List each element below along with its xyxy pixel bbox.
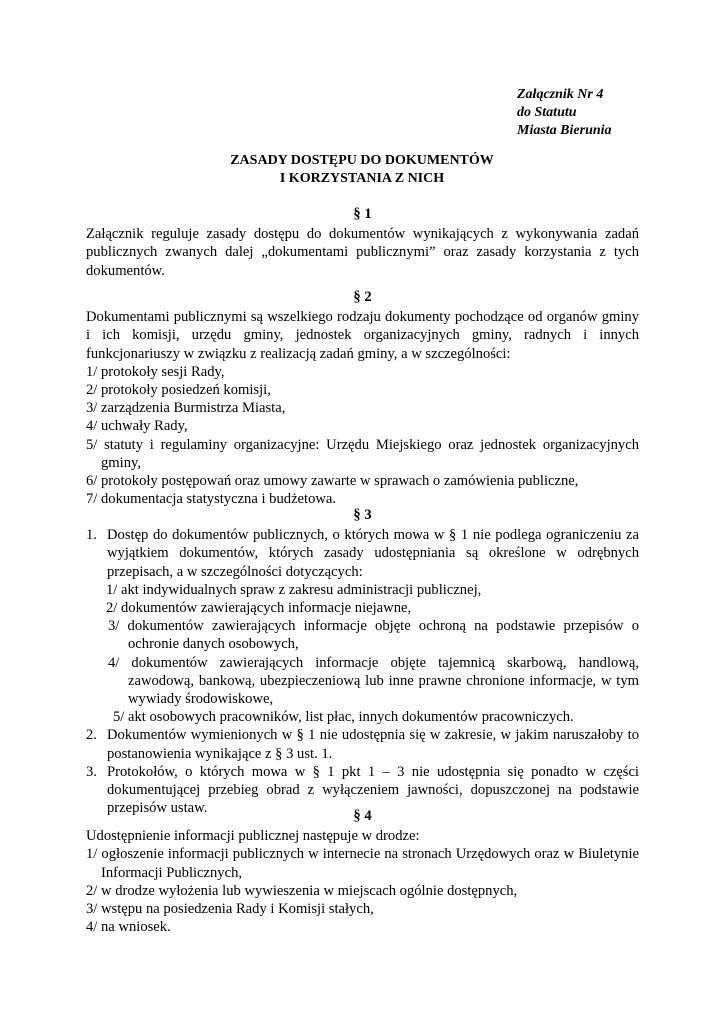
section-3-subitem: 5/ akt osobowych pracowników, list płac, innych dokumentów pracowniczych. (113, 709, 574, 726)
title-line-2: I KORZYSTANIA Z NICH (279, 171, 445, 186)
section-2-item: 6/ protokoły postępowań oraz umowy zawarte w sprawach o zamówienia publiczne, (86, 473, 579, 490)
section-1 (86, 205, 639, 280)
point-number: 3. (86, 763, 97, 780)
annex-line-1: Załącznik Nr 4 (517, 87, 604, 102)
section-2-item: 3/ zarządzenia Burmistrza Miasta, (86, 400, 286, 417)
section-4-item: 4/ na wniosek. (86, 919, 171, 936)
section-4-item: 2/ w drodze wyłożenia lub wywieszenia w miejscach ogólnie dostępnych, (86, 882, 518, 899)
section-2-item: 5/ statuty i regulaminy organizacyjne: Urzędu Miejskiego oraz jednostek organizacyjnych gminy, (86, 436, 639, 471)
section-4-item: 1/ ogłoszenie informacji publicznych w internecie na stronach Urzędowych oraz w Biuletynie Informacji Publicznych, (86, 846, 639, 881)
section-2-item: 2/ protokoły posiedzeń komisji, (86, 382, 271, 399)
section-4 (86, 807, 639, 936)
section-2-item: 4/ uchwały Rady, (86, 418, 188, 435)
point-number: 1. (86, 527, 97, 544)
section-3-subitem: 1/ akt indywidualnych spraw z zakresu administracji publicznej, (106, 581, 482, 598)
section-2 (86, 288, 639, 508)
section-2-item: 7/ dokumentacja statystyczna i budżetowa. (86, 491, 337, 508)
point-text: Dokumentów wymienionych w § 1 nie udostępnia się w zakresie, w jakim naruszałoby to postanowienia wynikające z § 3 ust. 1. (107, 727, 639, 762)
section-1-text: Załącznik reguluje zasady dostępu do dokumentów wynikających z wykonywania zadań publicznych zwanych dalej „dokumentami publicznymi” oraz zasady korzystania z tych dokumentów. (86, 226, 639, 279)
point-number: 2. (86, 727, 97, 744)
section-3-heading: § 3 (353, 507, 372, 523)
section-3 (86, 506, 639, 817)
section-3-subitem: 2/ dokumentów zawierających informacje niejawne, (106, 600, 412, 617)
document-title (0, 152, 724, 188)
annex-header (517, 86, 612, 140)
section-4-intro: Udostępnienie informacji publicznej następuje w drodze: (86, 828, 420, 845)
section-4-heading: § 4 (353, 808, 372, 824)
section-3-subitem: 4/ dokumentów zawierających informacje objęte tajemnicą skarbową, handlową, zawodową, bankową, ubezpieczeniową lub inne prawne chronione informacje, w tym wywiady środowiskowe, (108, 654, 639, 708)
point-text: Protokołów, o których mowa w § 1 pkt 1 – 3 nie udostępnia się ponadto w części dokumentującej przebieg obrad z wyłączeniem jawności, dopuszczonej na podstawie przepisów ustaw. (107, 763, 639, 817)
section-4-item: 3/ wstępu na posiedzenia Rady i Komisji stałych, (86, 901, 374, 918)
section-3-point-2 (86, 726, 639, 762)
section-2-item: 1/ protokoły sesji Rady, (86, 363, 225, 380)
section-3-point-1 (86, 526, 639, 581)
title-line-1: ZASADY DOSTĘPU DO DOKUMENTÓW (230, 153, 494, 168)
section-1-heading: § 1 (353, 206, 372, 222)
annex-line-2: do Statutu (517, 105, 577, 120)
section-2-heading: § 2 (353, 289, 372, 305)
section-2-intro: Dokumentami publicznymi są wszelkiego rodzaju dokumenty pochodzące od organów gminy i ich komisji, urzędu gminy, jednostek organizacyjnych gminy, radnych i innych funkcjonariuszy w związku z realizacją zadań gminy, a w szczególności: (86, 309, 639, 362)
section-3-subitem: 3/ dokumentów zawierających informacje objęte ochroną na podstawie przepisów o ochronie danych osobowych, (108, 618, 639, 653)
point-text: Dostęp do dokumentów publicznych, o których mowa w § 1 nie podlega ograniczeniu za wyjątkiem dokumentów, których zasady udostępniania są określone w odrębnych przepisach, a w szczególności dotyczących: (107, 527, 639, 580)
annex-line-3: Miasta Bierunia (517, 123, 612, 138)
